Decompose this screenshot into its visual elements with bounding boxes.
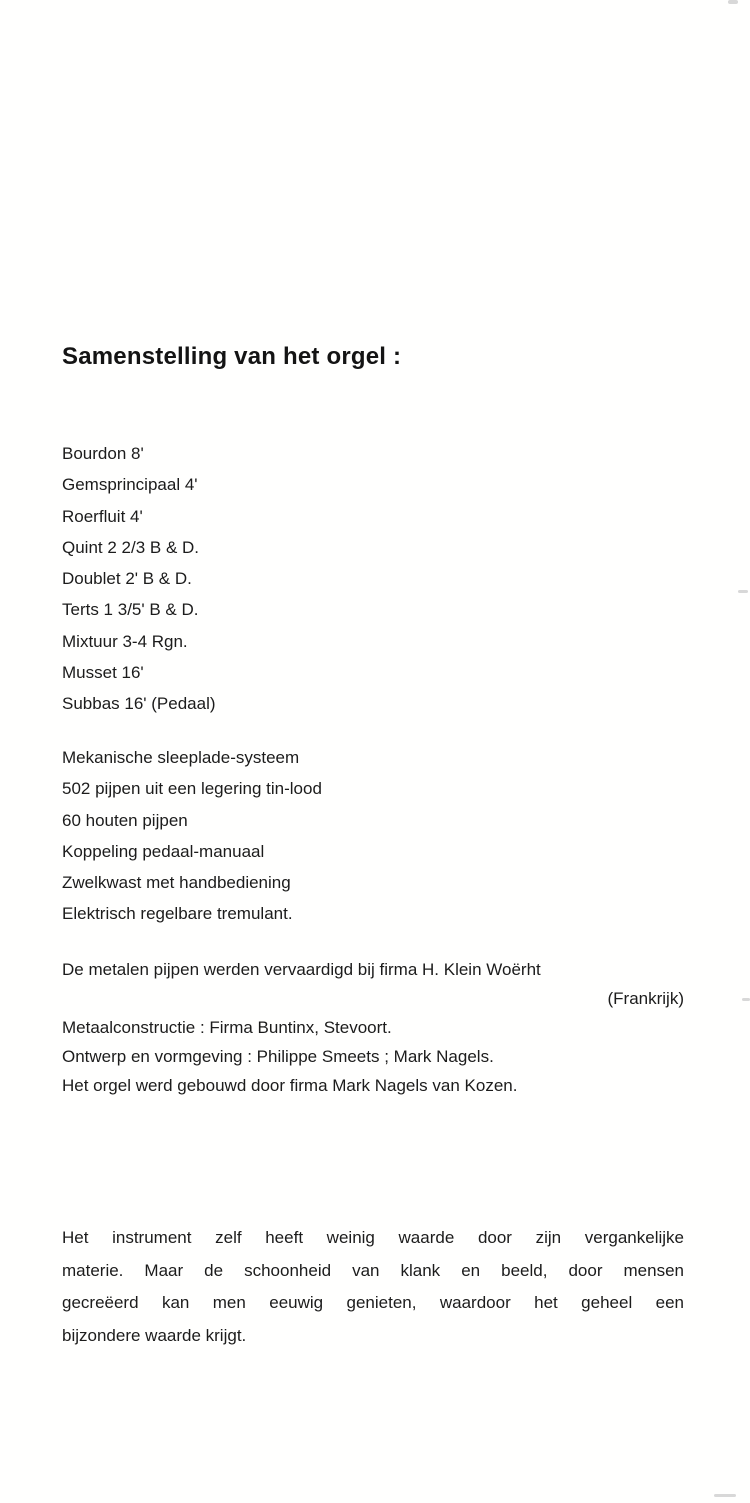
stop-item: Mixtuur 3-4 Rgn. (62, 631, 188, 651)
feature-item: Elektrisch regelbare tremulant. (62, 904, 293, 924)
stop-item: Bourdon 8' (62, 444, 144, 463)
stop-item: Terts 1 3/5' B & D. (62, 600, 199, 620)
page-title: Samenstelling van het orgel : (62, 343, 402, 370)
feature-item: Zwelkwast met handbediening (62, 873, 291, 893)
credits-block (62, 955, 684, 1100)
edge-mark-bottom-right (714, 1494, 736, 1497)
closing-line: materie. Maar de schoonheid van klank en beeld, door mensen (62, 1260, 684, 1280)
closing-line: bijzondere waarde krijgt. (62, 1325, 247, 1345)
organ-features-list (62, 742, 322, 930)
design-line: Ontwerp en vormgeving : Philippe Smeets ; Mark Nagels. (62, 1047, 494, 1066)
stop-item: Quint 2 2/3 B & D. (62, 537, 200, 557)
organ-stops-list (62, 438, 216, 720)
closing-line: gecreëerd kan men eeuwig genieten, waardoor het geheel een (62, 1293, 684, 1312)
pipes-maker-country: (Frankrijk) (607, 989, 684, 1008)
stop-item: Doublet 2' B & D. (62, 569, 192, 589)
feature-item: 502 pijpen uit een legering tin-lood (62, 779, 322, 799)
closing-line: Het instrument zelf heeft weinig waarde door zijn vergankelijke (62, 1228, 684, 1247)
edge-mark-top-right (728, 0, 738, 4)
edge-mark-right (738, 590, 748, 593)
feature-item: 60 houten pijpen (62, 810, 188, 830)
feature-item: Koppeling pedaal-manuaal (62, 841, 265, 861)
closing-paragraph (62, 1222, 684, 1352)
stop-item: Gemsprincipaal 4' (62, 475, 198, 495)
stop-item: Roerfluit 4' (62, 506, 143, 526)
edge-mark-right-lower (742, 998, 750, 1001)
stop-item: Musset 16' (62, 663, 144, 683)
feature-item: Mekanische sleeplade-systeem (62, 748, 300, 767)
metal-construction-line: Metaalconstructie : Firma Buntinx, Stevoort. (62, 1018, 392, 1037)
pipes-maker-line: De metalen pijpen werden vervaardigd bij firma H. Klein Woërht (62, 960, 541, 979)
stop-item: Subbas 16' (Pedaal) (62, 694, 216, 714)
builder-line: Het orgel werd gebouwd door firma Mark Nagels van Kozen. (62, 1076, 518, 1095)
